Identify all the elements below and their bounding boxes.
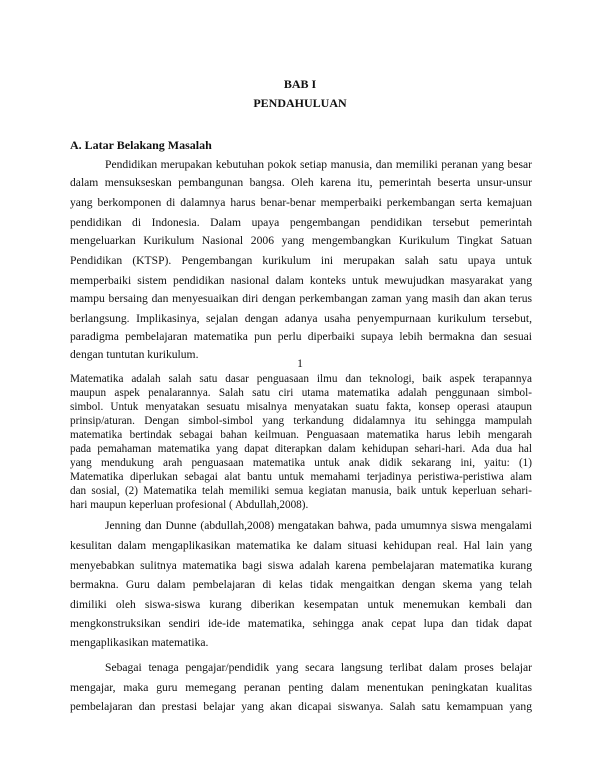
paragraph-line: kesulitan dalam mengaplikasikan matematika ke dalam situasi kehidupan real. Hal lain yang [70,539,532,552]
paragraph-line: mengajar, maka guru memegang peranan penting dalam menentukan peningkatan kualitas [70,681,532,694]
paragraph-line: matematika bertindak sebagai bahan keilmuan. Penguasaan matematika harus lebih mengarah [70,429,532,441]
paragraph-line: maupun aspek penalarannya. Salah satu ciri utama matematika adalah penggunaan simbol- [70,387,532,399]
paragraph-line: mengkonstruksikan sendiri ide-ide matematika, sehingga anak cepat lupa dan tidak dapat [70,617,532,630]
paragraph-line: Jenning dan Dunne (abdullah,2008) mengatakan bahwa, pada umumnya siswa mengalami [105,519,532,532]
paragraph-line: dan sosial, (2) Matematika telah memiliki semua kegiatan manusia, baik untuk keperluan sehari- [70,485,532,497]
paragraph-line: menyebabkan sulitnya matematika bagi siswa adalah karena pembelajaran matematika kurang [70,559,532,572]
paragraph-line: pembelajaran dan prestasi belajar yang akan dicapai siswanya. Salah satu kemampuan yang [70,700,532,713]
paragraph-line: bermakna. Guru dalam pembelajaran di kelas tidak mengaitkan dengan skema yang telah [70,578,532,591]
paragraph-line: prinsip/aturan. Dengan simbol-simbol yang terkandung didalamnya itu sehingga mampulah [70,415,532,427]
paragraph-line: memperbaiki sistem pendidikan nasional dalam konteks untuk mewujudkan masyarakat yang [70,274,532,287]
paragraph-line: hari maupun keperluan profesional ( Abdullah,2008). [70,499,309,511]
page-number: 1 [297,357,303,370]
chapter-label: BAB I [283,77,317,91]
paragraph-line: simbol. Untuk menyatakan sesuatu misalnya menyatakan suatu fakta, konsep operasi ataupun [70,401,532,413]
paragraph-line: Pendidikan (KTSP). Pengembangan kurikulum ini merupakan salah satu upaya untuk [70,254,532,267]
paragraph-line: Pendidikan merupakan kebutuhan pokok setiap manusia, dan memiliki peranan yang besar [105,158,532,171]
paragraph-line: pada pemahaman matematika yang dapat diterapkan dalam kehidupan sehari-hari. Ada dua hal [70,443,532,455]
paragraph-line: yang berkomponen di dalamnya harus benar-benar memperbaiki perkembangan serta kemajuan [70,196,532,209]
paragraph-line: dengan tuntutan kurikulum. [70,348,199,361]
paragraph-line: Matematika diperlukan sebagai alat bantu untuk memahami terjadinya peristiwa-peristiwa alam [70,471,532,483]
paragraph-line: paradigma pembelajaran matematika pun perlu diperbaiki supaya lebih bermakna dan sesuai [70,330,532,343]
paragraph-line: mampu bersaing dan menyesuaikan diri dengan perkembangan zaman yang masih dan akan terus [70,292,532,305]
paragraph-line: yang mendukung arah penguasaan matematika untuk anak didik sekarang ini, yaitu: (1) [70,457,532,469]
paragraph-line: mengaplikasikan matematika. [70,636,209,649]
section-heading: A. Latar Belakang Masalah [70,138,212,152]
paragraph-line: mengeluarkan Kurikulum Nasional 2006 yang mengembangkan Kurikulum Tingkat Satuan [70,234,532,247]
paragraph-line: dimiliki oleh siswa-siswa kurang diberikan kesempatan untuk menemukan kembali dan [70,598,532,611]
paragraph-line: Sebagai tenaga pengajar/pendidik yang secara langsung terlibat dalam proses belajar [105,661,532,674]
paragraph-line: dalam mensukseskan pembangunan bangsa. Oleh karena itu, pemerintah beserta unsur-unsur [70,176,532,189]
paragraph-line: Matematika adalah salah satu dasar penguasaan ilmu dan teknologi, baik aspek terapannya [70,373,532,385]
paragraph-line: berlangsung. Implikasinya, sejalan dengan adanya usaha penyempurnaan kurikulum tersebut, [70,312,532,325]
paragraph-line: pendidikan di Indonesia. Dalam upaya pengembangan pendidikan tersebut pemerintah [70,216,532,229]
chapter-title: PENDAHULUAN [253,96,347,110]
